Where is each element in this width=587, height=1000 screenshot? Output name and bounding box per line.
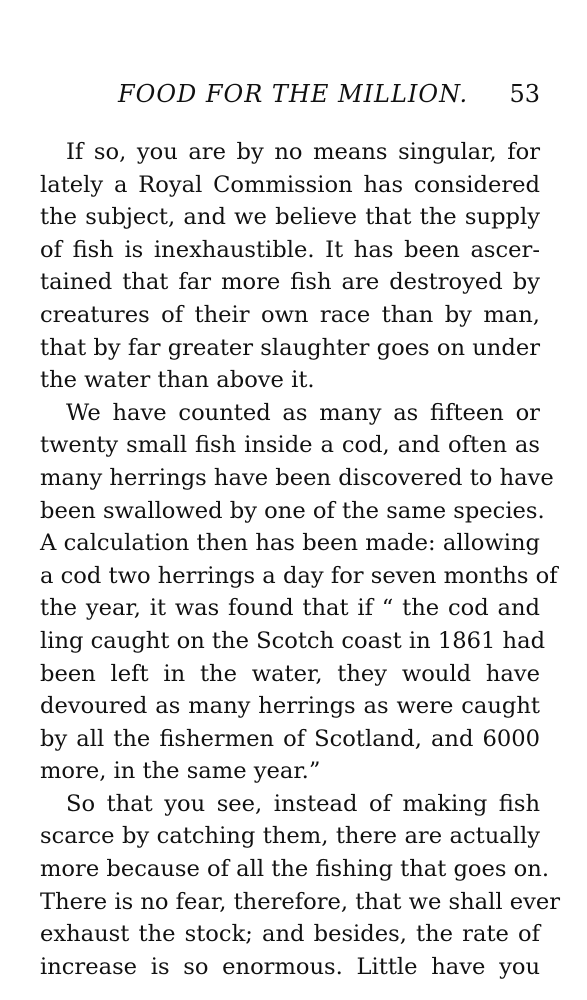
body-text — [40, 136, 561, 983]
page-number: 53 — [509, 80, 540, 108]
text-line: We have counted as many as fifteen or — [66, 399, 540, 426]
text-line: So that you see, instead of making fish — [66, 790, 540, 817]
text-line: There is no fear, therefore, that we shall ever — [40, 888, 561, 915]
text-line: been left in the water, they would have — [40, 660, 540, 687]
text-line: lately a Royal Commission has considered — [40, 171, 540, 198]
text-line: ling caught on the Scotch coast in 1861 had — [40, 627, 546, 654]
text-line: increase is so enormous. Little have you — [40, 953, 540, 980]
text-line: exhaust the stock; and besides, the rate of — [40, 921, 540, 948]
text-line: many herrings have been discovered to have — [40, 464, 554, 491]
text-line: more, in the same year.” — [40, 758, 321, 785]
text-line: A calculation then has been made: allowing — [40, 530, 540, 557]
page-header — [0, 80, 587, 120]
text-line: by all the fishermen of Scotland, and 6000 — [40, 725, 540, 752]
text-line: tained that far more fish are destroyed by — [40, 269, 540, 296]
text-line: of fish is inexhaustible. It has been ascer- — [40, 236, 540, 263]
text-line: a cod two herrings a day for seven months of — [40, 562, 558, 589]
text-line: If so, you are by no means singular, for — [66, 139, 540, 165]
text-line: creatures of their own race than by man, — [40, 301, 540, 328]
text-line: scarce by catching them, there are actually — [40, 823, 540, 850]
text-line: been swallowed by one of the same species. — [40, 497, 545, 524]
text-line: more because of all the fishing that goes on. — [40, 856, 550, 883]
text-line: twenty small fish inside a cod, and often as — [40, 432, 540, 459]
text-line: the subject, and we believe that the supply — [40, 204, 540, 231]
text-line: devoured as many herrings as were caught — [40, 693, 540, 720]
running-title: FOOD FOR THE MILLION. — [118, 80, 469, 108]
text-line: the water than above it. — [40, 367, 315, 394]
text-line: that by far greater slaughter goes on under — [40, 334, 540, 361]
text-line: the year, it was found that if “ the cod and — [40, 595, 540, 622]
